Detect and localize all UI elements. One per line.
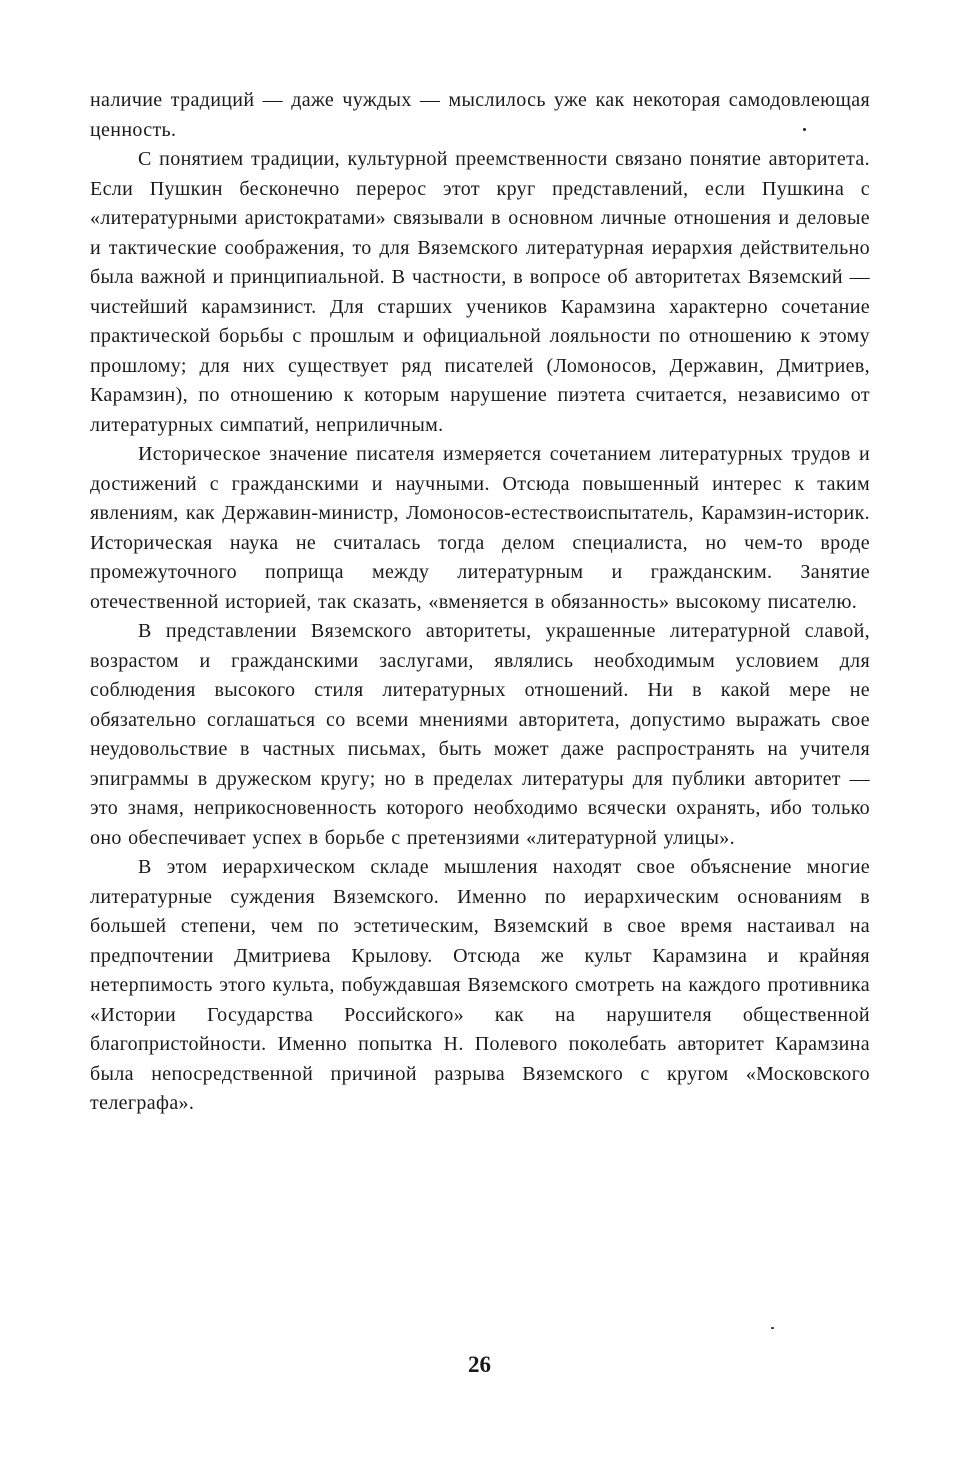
body-text: [90, 86, 870, 1119]
paragraph-2: С понятием традиции, культурной преемственности связано понятие авторитета. Если Пушкин бесконечно перерос этот круг представлений, если Пушкина с «литературными аристократами» связывали в основном личные отношения и деловые и тактические соображения, то для Вяземского литературная иерархия действительно была важной и принципиальной. В частности, в вопросе об авторитетах Вяземский — чистейший карамзинист. Для старших учеников Карамзина характерно сочетание практической борьбы с прошлым и официальной лояльности по отношению к этому прошлому; для них существует ряд писателей (Ломоносов, Державин, Дмитриев, Карамзин), по отношению к которым нарушение пиэтета считается, независимо от литературных симпатий, неприличным.: [90, 148, 870, 436]
paragraph-5: В этом иерархическом складе мышления находят свое объяснение многие литературные суждения Вяземского. Именно по иерархическим основаниям в большей степени, чем по эстетическим, Вяземский в свое время настаивал на предпочтении Дмитриева Крылову. Отсюда же культ Карамзина и крайняя нетерпимость этого культа, побуждавшая Вяземского смотреть на каждого противника «Истории Государства Российского» как на нарушителя общественной благопристойности. Именно попытка Н. Полевого поколебать авторитет Карамзина была непосредственной причиной разрыва Вяземского с кругом «Московского телеграфа».: [90, 856, 870, 1114]
scan-speck: [803, 128, 806, 131]
page-number: 26: [468, 1352, 491, 1377]
scan-speck: [771, 1327, 774, 1329]
paragraph-1: наличие традиций — даже чуждых — мыслилось уже как некоторая самодовлеющая ценность.: [90, 89, 870, 141]
paragraph-4: В представлении Вяземского авторитеты, украшенные литературной славой, возрастом и гражданскими заслугами, являлись необходимым условием для соблюдения высокого стиля литературных отношений. Ни в какой мере не обязательно соглашаться со всеми мнениями авторитета, допустимо выражать свое неудовольствие в частных письмах, быть может даже распространять на учителя эпиграммы в дружеском кругу; но в пределах литературы для публики авторитет — это знамя, неприкосновенность которого необходимо всячески охранять, ибо только оно обеспечивает успех в борьбе с претензиями «литературной улицы».: [90, 620, 870, 849]
paragraph-3: Историческое значение писателя измеряется сочетанием литературных трудов и достижений с гражданскими и научными. Отсюда повышенный интерес к таким явлениям, как Державин-министр, Ломоносов-естествоиспытатель, Карамзин-историк. Историческая наука не считалась тогда делом специалиста, но чем-то вроде промежуточного поприща между литературным и гражданским. Занятие отечественной историей, так сказать, «вменяется в обязанность» высокому писателю.: [90, 443, 870, 613]
